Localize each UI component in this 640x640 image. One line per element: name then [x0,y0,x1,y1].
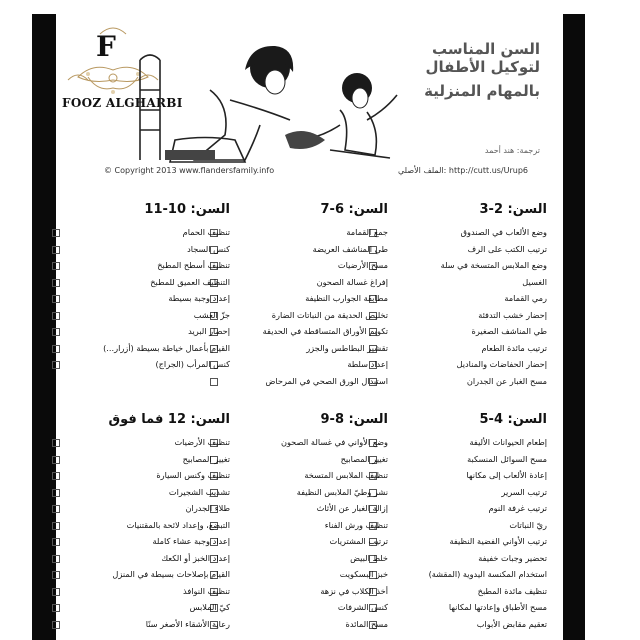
chore-item: رعاية الأشقاء الأصغر سنًا [70,616,230,633]
left-black-border [32,14,56,640]
chore-item: تنظيف ورش الفناء [228,517,388,534]
chore-item: ريّ النباتات [387,517,547,534]
checkbox[interactable] [52,505,60,513]
chore-item: تشذيب الشجيرات [70,484,230,501]
checkbox[interactable] [210,378,218,386]
chore-item: تحضير وجبات خفيفة [387,550,547,567]
chore-item: مسح الأطباق وإعادتها لمكانها [387,599,547,616]
checkbox[interactable] [52,538,60,546]
checkbox[interactable] [52,345,60,353]
page-title-line1: السن المناسب لتوكيل الأطفال [425,40,540,76]
chore-item: إفراغ غسالة الصحون [228,274,388,291]
section-age-2-3 [387,200,547,389]
chore-item: خلط البيض [228,550,388,567]
chore-item: أخذ الكلاب في نزهة [228,583,388,600]
chore-item: تنظيف الحمام [70,224,230,241]
checkbox[interactable] [52,555,60,563]
chore-item: طي المناشف العريضة [228,241,388,258]
original-file-link[interactable]: الملف الأصلي: http://cutt.us/Urup6 [398,166,529,175]
chore-item: ترتيب الأواني الفضية النظيفة [387,533,547,550]
chore-item: التبضع، وإعداد لائحة بالمقتنيات [70,517,230,534]
chore-item: تخليص الحديقة من النباتات الضارة [228,307,388,324]
chore-item: كنس المرأب (الجراج) [70,356,230,373]
chore-item: ترتيب مائدة الطعام [387,340,547,357]
section-title: السن: 2-3 [479,202,547,217]
chore-item: التنظيف العميق للمطبخ [70,274,230,291]
chore-item: تعقيم مقابض الأبواب [387,616,547,633]
chore-item: تنظيف وكنس السيارة [70,467,230,484]
chore-item: جمع القمامة [228,224,388,241]
chore-item: وضع الملابس المتسخة في سلة [387,257,547,274]
checkbox[interactable] [52,229,60,237]
chore-item: مسح الأرضيات [228,257,388,274]
chore-item: نشر وطيّ الملابس النظيفة [228,484,388,501]
chore-item: تكويم الأوراق المتساقطة في الحديقة [228,323,388,340]
chore-item: إحضار البريد [70,323,230,340]
chore-item: مطابقة الجوارب النظيفة [228,290,388,307]
checkbox[interactable] [52,279,60,287]
chore-item: تنظيف مائدة المطبخ [387,583,547,600]
logo-brand-text: FOOZ ALGHARBI [62,96,183,110]
chore-item: تنظيف النوافذ [70,583,230,600]
chore-item: تنظيف أسطح المطبخ [70,257,230,274]
chore-item: إعداد وجبة بسيطة [70,290,230,307]
chore-item: الغسيل [522,276,547,287]
right-black-border [563,14,585,640]
chore-item: القيام بإصلاحات بسيطة في المنزل [70,566,230,583]
chore-item: تنظيف الملابس المتسخة [228,467,388,484]
chore-item: مسح الغبار عن الجدران [387,373,547,390]
chore-item: ترتيب المشتريات [228,533,388,550]
chore-item: ترتيب الكتب على الرف [387,241,547,258]
chore-item: ترتيب غرفة النوم [387,500,547,517]
chore-item: تغيير المصابيح [228,451,388,468]
page-title-line2: بالمهام المنزلية [424,82,540,100]
section-age-6-7 [228,200,388,389]
checkbox[interactable] [52,439,60,447]
checkbox[interactable] [52,456,60,464]
chore-item: إطعام الحيوانات الأليفة [387,434,547,451]
chore-item: تقشير البطاطس والجزر [228,340,388,357]
copyright-text: © Copyright 2013 www.flandersfamily.info [104,166,275,175]
chore-item: رمي القمامة [387,290,547,307]
chore-item: كيّ الملابس [70,599,230,616]
chore-item: طلاء الجدران [70,500,230,517]
chore-item: خبز البسكويت [228,566,388,583]
chore-item: ترتيب السرير [387,484,547,501]
translator-credit: ترجمة: هند أحمد [484,146,540,155]
checkbox[interactable] [52,588,60,596]
section-age-10-11 [70,200,230,373]
checkbox[interactable] [52,489,60,497]
checkbox[interactable] [52,621,60,629]
chore-item: جزّ العشب [70,307,230,324]
chore-item: إعداد الخبز أو الكعك [70,550,230,567]
checkbox[interactable] [52,361,60,369]
section-age-12-plus [70,410,230,632]
section-title: السن: 8-9 [320,412,388,427]
checkbox[interactable] [52,246,60,254]
checkbox[interactable] [52,262,60,270]
checkbox[interactable] [52,522,60,530]
chore-item: القيام بأعمال خياطة بسيطة (أزرار...) [70,340,230,357]
chore-item: كنس السجاد [70,241,230,258]
chore-item: تغيير المصابيح [70,451,230,468]
chore-item: مسح السوائل المنسكبة [387,451,547,468]
logo-letter: F [96,30,116,63]
checkbox[interactable] [52,295,60,303]
section-age-8-9 [228,410,388,632]
section-title: السن: 12 فما فوق [108,412,230,427]
chore-item: إعداد سلطة [228,356,388,373]
checkbox[interactable] [52,604,60,612]
chore-item: كنس الشرفات [228,599,388,616]
chore-item: إزالة الغبار عن الأثاث [228,500,388,517]
mother-daughter-illustration [135,40,415,170]
checkbox[interactable] [52,312,60,320]
chore-item: إحضار الحفاضات والمناديل [387,356,547,373]
chore-item: وضع الألعاب في الصندوق [387,224,547,241]
chore-item: استبدال الورق الصحي في المرحاض [228,373,388,390]
chore-item: وضع الأواني في غسالة الصحون [228,434,388,451]
chore-item: إحضار خشب التدفئة [387,307,547,324]
chore-item: مسح المائدة [228,616,388,633]
checkbox[interactable] [52,472,60,480]
chore-item: إعداد وجبة عشاء كاملة [70,533,230,550]
chore-item: استخدام المكنسة اليدوية (المقشة) [387,566,547,583]
chore-item: إعادة الألعاب إلى مكانها [387,467,547,484]
chore-item: تنظيف الأرضيات [70,434,230,451]
chore-item: طي المناشف الصغيرة [387,323,547,340]
section-title: السن: 6-7 [320,202,388,217]
section-age-4-5 [387,410,547,632]
checkbox[interactable] [52,328,60,336]
checkbox[interactable] [52,571,60,579]
section-title: السن: 4-5 [479,412,547,427]
section-title: السن: 10-11 [144,202,230,217]
